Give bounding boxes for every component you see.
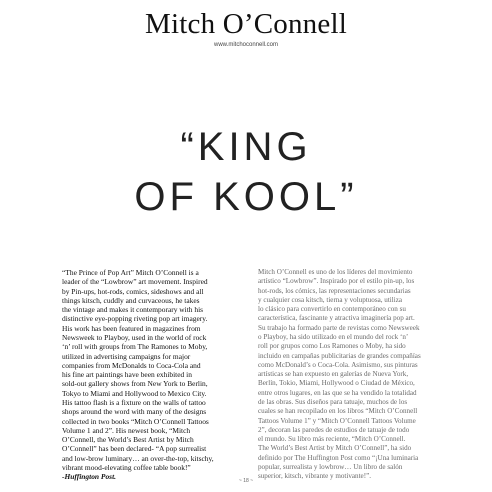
english-text-line: things kitsch, cuddly and curvaceous, he takes xyxy=(62,295,200,305)
english-text-line: ‘n’ roll with groups from The Ramones to Moby, xyxy=(62,342,208,352)
english-text-line: companies from McDonalds to Coca-Cola and xyxy=(62,360,201,370)
spanish-text-line: definido por The Huffington Post como “¡Una luminaria xyxy=(258,453,419,462)
headline-line-1: “KING xyxy=(180,125,312,169)
english-text-line: and low-brow luminary… an over-the-top, kitschy, xyxy=(62,453,214,463)
english-text-line: his fine art paintings have been exhibited in xyxy=(62,370,192,380)
english-text-line: utilized in advertising campaigns for major xyxy=(62,351,191,361)
spanish-text-line: 2”, decoran las paredes de estudios de tatuaje de todo xyxy=(258,425,410,434)
english-text-line: -Huffington Post. xyxy=(62,472,117,482)
spanish-text-line: lo clásico para convertirlo en contemporáneo con su xyxy=(258,305,406,314)
spanish-text-line: cuales se han recopilado en los libros “Mitch O’Connell xyxy=(258,407,418,416)
english-text-line: “The Prince of Pop Art” Mitch O’Connell is a xyxy=(62,268,199,277)
spanish-text-line: hot-rods, los cómics, las representaciones secundarias xyxy=(258,286,411,295)
english-text-line: Newsweek to Playboy, used in the world of rock xyxy=(62,332,207,342)
english-text-line: the vintage and makes it contemporary with his xyxy=(62,305,204,315)
spanish-text-line: artísticas se han expuesto en galerías de Nueva York, xyxy=(258,370,409,379)
english-text-line: by Pin-ups, hot-rods, comics, sideshows and all xyxy=(62,286,204,296)
spanish-text-line: como McDonald’s o Coca-Cola. Asimismo, sus pinturas xyxy=(258,360,418,369)
english-text-line: O’Connell, the World’s Best Artist by Mitch xyxy=(62,435,194,445)
spanish-text-line: popular, surrealista y lowbrow… Un libro de salón xyxy=(258,462,403,471)
spanish-text-line: Mitch O’Connell es uno de los líderes del movimiento xyxy=(258,268,413,276)
english-text-line: Volume 1 and 2”. His newest book, “Mitch xyxy=(62,425,191,435)
english-text-line: collected in two books “Mitch O’Connell Tattoos xyxy=(62,416,209,426)
spanish-text-line: entre otros lugares, en las que se ha vendido la totalidad xyxy=(258,388,417,397)
english-text-line: His work has been featured in magazines from xyxy=(62,323,201,333)
english-text-line: O’Connell” has been declared- “A pop surrealist xyxy=(62,444,207,454)
spanish-text-line: incluido en campañas publicitarias de grandes compañías xyxy=(258,351,421,360)
english-text-line: Tokyo to Miami and Hollywood to Mexico City. xyxy=(62,388,207,398)
page-number: ~ 18 ~ xyxy=(238,478,254,484)
english-text-line: sold-out gallery shows from New York to Berlin, xyxy=(62,379,208,389)
spanish-text-line: superior, kitsch, vibrante y motivante!”. xyxy=(258,472,371,481)
spanish-text-line: de las obras. Sus diseños para tatuaje, muchos de los xyxy=(258,397,408,406)
spanish-text-line: característica, fascinante y atractiva imaginería pop art. xyxy=(258,314,415,323)
spanish-text-line: The World’s Best Artist by Mitch O’Connell”, ha sido xyxy=(258,444,412,453)
spanish-text-line: y cualquier cosa kitsch, tierna y voluptuosa, utiliza xyxy=(258,295,403,304)
english-text-line: vibrant mood-elevating coffee table book!” xyxy=(62,462,191,472)
english-text-line: shops around the word with many of the designs xyxy=(62,407,207,417)
spanish-text-line: el mundo. Su libro más reciente, “Mitch O’Connell. xyxy=(258,435,406,444)
english-column xyxy=(62,268,240,481)
headline-line-2: OF KOOL” xyxy=(134,175,358,219)
spanish-text-line: artístico “Lowbrow”. Inspirado por el estilo pin-up, los xyxy=(258,277,415,286)
headline xyxy=(0,122,492,222)
english-text-line: leader of the “Lowbrow” art movement. Inspired xyxy=(62,277,208,287)
spanish-text-line: Berlín, Tokio, Miami, Hollywood o Ciudad de México, xyxy=(258,379,415,388)
spanish-text-line: roll por grupos como Los Ramones o Moby, ha sido xyxy=(258,342,406,351)
spanish-text-line: o Playboy, ha sido utilizado en el mundo del rock ‘n’ xyxy=(258,332,409,341)
spanish-text-line: Su trabajo ha formado parte de revistas como Newsweek xyxy=(258,323,420,332)
website-url: www.mitchoconnell.com xyxy=(213,42,279,48)
spanish-text-line: Tattoos Volume 1” y “Mitch O’Connell Tattoos Volume xyxy=(258,416,416,425)
spanish-column xyxy=(258,268,434,481)
page-title: Mitch O’Connell xyxy=(145,8,347,40)
english-text-line: distinctive eye-popping riveting pop art imagery. xyxy=(62,314,208,324)
english-text-line: His tattoo flash is a fixture on the walls of tattoo xyxy=(62,397,206,407)
